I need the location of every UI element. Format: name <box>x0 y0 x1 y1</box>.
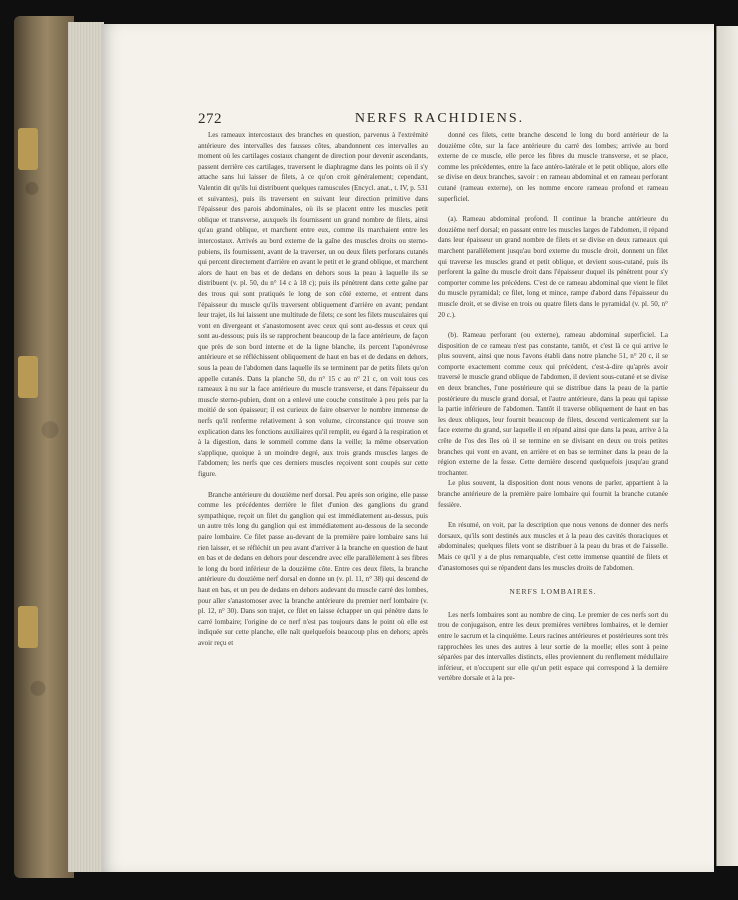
page-tab-marker <box>18 356 38 398</box>
page-edges <box>68 22 104 872</box>
facing-page-edge <box>716 26 738 866</box>
paragraph: Les rameaux intercostaux des branches en question, parvenus à l'extrémité antérieure des intervalles des fausses côtes, abandonnent ces intervalles au moment où les cartilages costaux changent de direction pour devenir ascendants, passent derrière ces cartilages, traversent le diaphragme dans les points où il s'y attache sans lui laisser de filets, à ce qu'on croit généralement; cependant, Valentin dit qu'ils lui distribuent quelques ramuscules (Encycl. anat., t. IV, p. 531 et suivantes), puis ils traversent en suivant leur direction primitive dans l'épaisseur des parois abdominales, où ils se placent entre les muscles petit oblique et transverse, auxquels ils fournissent un grand nombre de filets, ainsi qu'au grand oblique, et marchent entre eux, comme ils marchaient entre les intercostaux. Arrivés au bord externe de la gaîne des muscles droits ou sterno-pubiens, ils fournissent, avant de la traverser, un ou deux filets perforans cutanés qui percent directement d'arrière en avant le petit et le grand oblique, et marchent alors de haut en bas et de dedans en dehors sous la peau à laquelle ils se distribuent (v. pl. 50, du n° 14 c à 18 c); puis ils pénètrent dans cette gaîne par des trous qui sont pratiqués le long de son côté externe, et entrent dans l'épaisseur du muscle qu'ils traversent obliquement d'arrière en avant; pendant leur trajet, ils lui laissent une multitude de filets; ce sont les filets musculaires qui vont en divergeant et s'anastomosent avec ceux qui sont au-dessus et ceux qui sont au-dessous; puis ils se rapprochent beaucoup de la face antérieure, de façon que près de son bord interne et de la ligne blanche, ils percent l'aponévrose antérieure et se réfléchissent obliquement de haut en bas et de dedans en dehors, sous la peau de l'abdomen dans laquelle ils se terminent par de petits filets qu'on appelle cutanés. Dans la planche 50, du n° 15 c au n° 21 c, on voit tous ces rameaux à nu sur la face antérieure du muscle transverse, et dans l'épaisseur du muscle sterno-pubien, dont on a enlevé une couche constituée à peu près par la moitié de son épaisseur; il est curieux de faire observer le nombre immense de nerfs qu'il renferme relativement à son volume, circonstance qui trouve son explication dans les fonctions auxiliaires qu'il remplit, eu égard à la respiration et à la digestion, dans le sommeil comme dans la veille; la même observation s'applique, quoique à un moindre degré, aux trois grands muscles larges de l'abdomen; les nerfs que ces derniers muscles reçoivent sont coupés sur cette figure. <box>198 131 428 478</box>
paragraph: donné ces filets, cette branche descend le long du bord antérieur de la douzième côte, sur la face antérieure du carré des lombes; arrivée au bord externe de ce muscle, elle perce les fibres du muscle transverse, et se place, comme les précédentes, entre la face antéro-latérale et le petit oblique, alors elle se divise en deux branches, savoir : en rameau abdominal et en rameau perforant cutané (rameau externe), on les nomme encore rameau profond et rameau superficiel. <box>438 131 668 203</box>
paragraph: Branche antérieure du douzième nerf dorsal. Peu après son origine, elle passe comme les précédentes derrière le filet d'union des ganglions du grand sympathique, reçoit un filet du ganglion qui est immédiatement au-dessus, puis un autre très long du ganglion qui est immédiatement au-dessous de la seconde paire lombaire. Ce filet passe au-devant de la première paire lombaire sans lui rien laisser, et se réfléchit un peu avant d'arriver à la branche en question de haut en bas et de dedans en dehors pour descendre avec elle parallèlement à ses fibres le long du bord inférieur de la douzième côte. Entre ces deux filets, la branche antérieure du douzième nerf dorsal en donne un (v. pl. 11, n° 38) qui descend de haut en bas, et un peu de dedans en dehors audevant du muscle carré des lombes, pour aller s'anastomoser avec la branche antérieure du premier nerf lombaire (v. pl. 12, n° 30). Dans son trajet, ce filet en laisse échapper un qui pénètre dans le carré lombaire; l'origine de ce nerf n'est pas toujours dans le point où elle est indiquée sur cette planche, elle naît quelquefois beaucoup plus en dehors; après avoir reçu et <box>198 490 428 647</box>
paragraph: Le plus souvent, la disposition dont nous venons de parler, appartient à la branche antérieure de la première paire lombaire qui fournit la branche cutanée fessière. <box>438 479 668 509</box>
paragraph: (a). Rameau abdominal profond. Il continue la branche antérieure du douzième nerf dorsal; en passant entre les muscles larges de l'abdomen, il répand dans leur épaisseur un grand nombre de filets et se divise en deux rameaux qui marchent parallèlement jusqu'au bord externe du muscle droit, donnent un filet qui traverse les muscles grand et petit oblique, et devient sous-cutané, puis ils perforent la gaîne du muscle droit dans l'épaisseur duquel ils pénètrent pour s'y comporter comme les précédens. C'est de ce rameau abdominal que vient le filet du muscle pyramidal; ce filet, long et mince, rampe d'abord dans l'épaisseur du muscle droit, et se divise en trois ou quatre filets dans le pyramidal (v. pl. 50, n° 20 c.). <box>438 215 668 319</box>
section-heading: NERFS LOMBAIRES. <box>509 587 597 597</box>
paragraph: Les nerfs lombaires sont au nombre de cinq. Le premier de ces nerfs sort du trou de conjugaison, entre les deux premières vertèbres lombaires, et le dernier entre le sacrum et la cinquième. Leurs racines antérieures et postérieures sont très rapprochées les unes des autres à leur sortie de la moelle; elles sont à peine séparées par des intervalles distincts, elles proviennent du renflement médullaire inférieur, et n'occupent sur elle qu'un petit espace qui correspond à la dernière vertèbre dorsale et à la pre- <box>438 610 668 683</box>
right-text-column <box>438 130 668 684</box>
page-number: 272 <box>198 111 222 127</box>
page-tab-marker <box>18 128 38 170</box>
paragraph: (b). Rameau perforant (ou externe), rameau abdominal superficiel. La disposition de ce rameau n'est pas constante, tantôt, et c'est là ce qui arrive le plus souvent, ainsi que nous l'avons établi dans notre planche 51, n° 20 c, il se comporte exactement comme ceux qui précèdent, c'est-à-dire qu'après avoir traversé le muscle grand oblique de l'abdomen, il devient sous-cutané et se divise en deux branches, l'une postérieure qui se distribue dans la peau de la partie postérieure du muscle grand dorsal, et l'autre antérieure, dans la peau qui tapisse la partie inférieure de l'abdomen. Tantôt il traverse obliquement de haut en bas les deux obliques, leur fournit beaucoup de filets, descend verticalement sur la face externe du grand, sur laquelle il en répand ainsi que dans la peau, arrive à la crête de l'os des îles où il se termine en se divisant en deux ou trois petites branches qui vont en avant, en arrière et en bas se terminer dans la peau de la région externe de la fesse. Cette dernière descend quelquefois jusqu'au grand trochanter. <box>438 331 668 477</box>
left-text-column <box>198 130 428 649</box>
paragraph: En résumé, on voit, par la description que nous venons de donner des nerfs dorsaux, qu'ils sont destinés aux muscles et à la peau des cavités thoraciques et abdominales; quelques filets vont se distribuer à la peau du bras et de l'aisselle. Mais ce qu'il y a de plus remarquable, c'est cette immense quantité de filets et d'anastomoses qui se répandent dans les muscles droits de l'abdomen. <box>438 521 668 572</box>
page-tab-marker <box>18 606 38 648</box>
running-title: NERFS RACHIDIENS. <box>354 111 525 126</box>
